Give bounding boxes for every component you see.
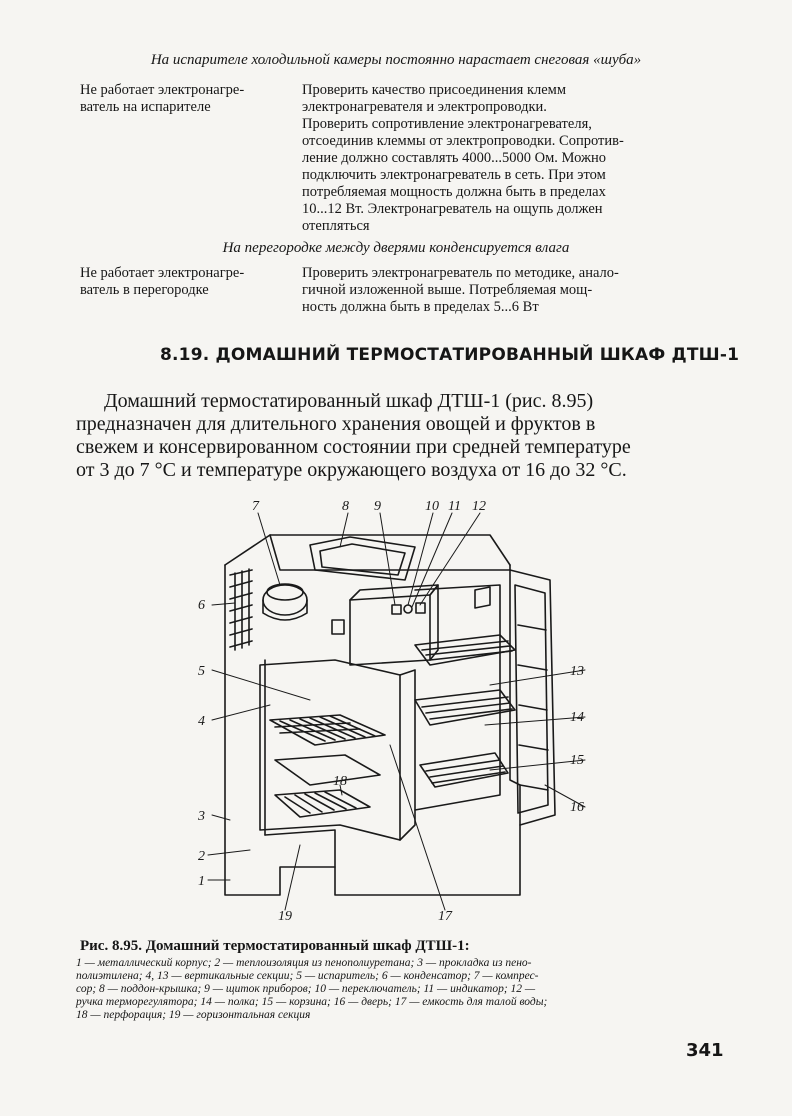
condenser-coils bbox=[230, 569, 252, 650]
cause-line: ватель в перегородке bbox=[80, 282, 209, 298]
remedy-line: подключить электронагреватель в сеть. При этом bbox=[302, 167, 606, 183]
label-6: 6 bbox=[198, 598, 205, 613]
remedy-line: гичной изложенной выше. Потребляемая мощ- bbox=[302, 282, 593, 298]
instrument-panel bbox=[350, 595, 430, 665]
section-1-remedy bbox=[302, 82, 722, 235]
label-16: 16 bbox=[570, 800, 584, 815]
label-1: 1 bbox=[198, 874, 205, 889]
section-1-title: На испарителе холодильной камеры постоянно нарастает снеговая «шуба» bbox=[150, 52, 642, 68]
remedy-line: электронагревателя и электропроводки. bbox=[302, 99, 547, 115]
remedy-line: ность должна быть в пределах 5...6 Вт bbox=[302, 299, 539, 315]
remedy-line: потребляемая мощность должна быть в пределах bbox=[302, 184, 606, 200]
label-7: 7 bbox=[252, 499, 259, 514]
section-1-cause bbox=[80, 82, 295, 116]
label-8: 8 bbox=[342, 499, 349, 514]
label-12: 12 bbox=[472, 499, 486, 514]
cabinet-illustration bbox=[190, 495, 610, 925]
caption-line: полиэтилена; 4, 13 — вертикальные секции; 5 — испаритель; 6 — конденсатор; 7 — компрес- bbox=[76, 970, 539, 982]
paragraph-line: от 3 до 7 °С и температуре окружающего воздуха от 16 до 32 °С. bbox=[76, 459, 627, 481]
compressor-top bbox=[267, 584, 303, 600]
label-4: 4 bbox=[198, 714, 205, 729]
remedy-line: Проверить электронагреватель по методике, анало- bbox=[302, 265, 619, 281]
section-2-cause bbox=[80, 265, 295, 299]
caption-line: 18 — перфорация; 19 — горизонтальная секция bbox=[76, 1009, 311, 1021]
label-13: 13 bbox=[570, 664, 584, 679]
cause-line: Не работает электронагре- bbox=[80, 265, 245, 281]
body-paragraph bbox=[76, 390, 718, 482]
caption-line: ручка терморегулятора; 14 — полка; 15 — корзина; 16 — дверь; 17 — емкость для талой воды; bbox=[76, 996, 548, 1008]
label-2: 2 bbox=[198, 849, 205, 864]
label-5: 5 bbox=[198, 664, 205, 679]
remedy-line: ление должно составлять 4000...5000 Ом. Можно bbox=[302, 150, 606, 166]
caption-line: 1 — металлический корпус; 2 — теплоизоляция из пенополиуретана; 3 — прокладка из пено- bbox=[76, 957, 532, 969]
cause-line: ватель на испарителе bbox=[80, 99, 211, 115]
paragraph-line: свежем и консервированном состоянии при средней температуре bbox=[76, 436, 631, 458]
section-2-remedy bbox=[302, 265, 722, 316]
remedy-line: Проверить качество присоединения клемм bbox=[302, 82, 567, 98]
label-15: 15 bbox=[570, 753, 584, 768]
horizontal-section bbox=[265, 830, 335, 867]
caption-line: сор; 8 — поддон-крышка; 9 — щиток приборов; 10 — переключатель; 11 — индикатор; 12 — bbox=[76, 983, 536, 995]
door-inner-panel bbox=[515, 585, 548, 813]
label-19: 19 bbox=[278, 909, 292, 924]
right-interior-box bbox=[475, 587, 490, 608]
remedy-line: 10...12 Вт. Электронагреватель на ощупь должен bbox=[302, 201, 603, 217]
label-3: 3 bbox=[198, 809, 205, 824]
figure-caption-title: Рис. 8.95. Домашний термостатированный шкаф ДТШ-1: bbox=[80, 938, 470, 954]
indicator bbox=[404, 605, 412, 613]
remedy-line: отсоединив клеммы от электропроводки. Сопротив- bbox=[302, 133, 624, 149]
label-9: 9 bbox=[374, 499, 381, 514]
label-10: 10 bbox=[425, 499, 439, 514]
remedy-line: Проверить сопротивление электронагревателя, bbox=[302, 116, 592, 132]
cabinet-top-edge bbox=[270, 535, 510, 570]
left-shelves bbox=[270, 715, 385, 817]
panel-socket bbox=[332, 620, 344, 634]
paragraph-line: Домашний термостатированный шкаф ДТШ-1 (рис. 8.95) bbox=[104, 390, 594, 412]
remedy-line: отепляться bbox=[302, 218, 370, 234]
chapter-heading: 8.19. ДОМАШНИЙ ТЕРМОСТАТИРОВАННЫЙ ШКАФ ДТШ-1 bbox=[160, 345, 740, 365]
label-18: 18 bbox=[333, 774, 347, 789]
page-number: 341 bbox=[686, 1040, 724, 1061]
label-17: 17 bbox=[438, 909, 452, 924]
cause-line: Не работает электронагре- bbox=[80, 82, 245, 98]
paragraph-line: предназначен для длительного хранения овощей и фруктов в bbox=[76, 413, 596, 435]
label-14: 14 bbox=[570, 710, 584, 725]
label-11: 11 bbox=[448, 499, 461, 514]
figure-caption-legend bbox=[76, 957, 718, 1022]
switch bbox=[392, 605, 401, 614]
section-2-title: На перегородке между дверями конденсируется влага bbox=[222, 240, 570, 256]
